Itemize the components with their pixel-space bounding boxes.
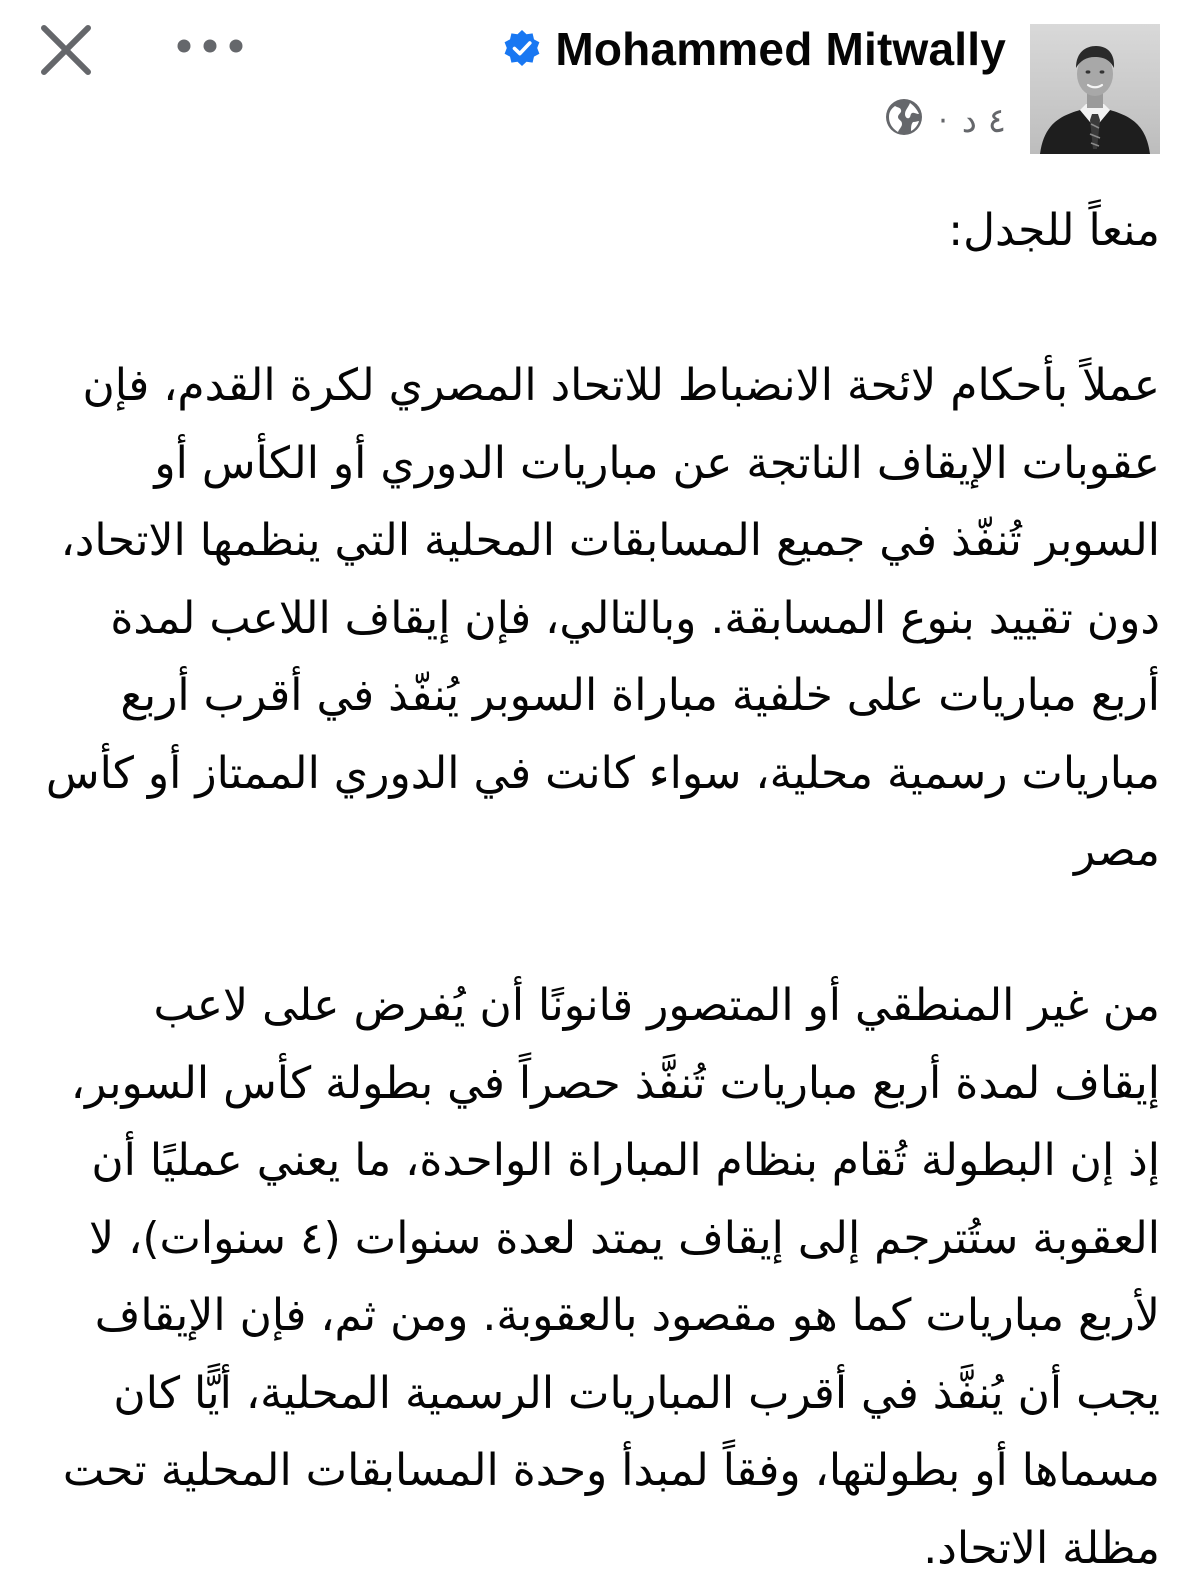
paragraph-spacer: [36, 890, 1160, 968]
avatar[interactable]: [1030, 24, 1160, 154]
post-paragraph-1: عملاً بأحكام لائحة الانضباط للاتحاد المصري لكرة القدم، فإن عقوبات الإيقاف الناتجة عن مباريات الدوري أو الكأس أو السوبر تُنفّذ في جميع المسابقات المحلية التي ينظمها الاتحاد، دون تقييد بنوع المسابقة. وبالتالي، فإن إيقاف اللاعب لمدة أربع مباريات على خلفية مباراة السوبر يُنفّذ في أقرب أربع مباريات رسمية محلية، سواء كانت في الدوري الممتاز أو كأس مصر: [31, 360, 1160, 876]
globe-icon[interactable]: [884, 97, 924, 146]
close-icon: [36, 20, 96, 80]
close-button[interactable]: [28, 12, 104, 88]
post-text: [31, 192, 1160, 1587]
author-header: [501, 14, 1006, 84]
more-horizontal-icon: [177, 39, 243, 53]
more-options-button[interactable]: [168, 22, 252, 70]
verified-badge-icon: [501, 28, 543, 70]
post-paragraph-2: من غير المنطقي أو المتصور قانونًا أن يُفرض على لاعب إيقاف لمدة أربع مباريات تُنفَّذ حصراً في بطولة كأس السوبر، إذ إن البطولة تُقام بنظام المباراة الواحدة، ما يعني عمليًا أن العقوبة ستُترجم إلى إيقاف يمتد لعدة سنوات (٤ سنوات)، لا لأربع مباريات كما هو مقصود بالعقوبة. ومن ثم، فإن الإيقاف يجب أن يُنفَّذ في أقرب المباريات الرسمية المحلية، أيًّا كان مسماها أو بطولتها، وفقاً لمبدأ وحدة المسابقات المحلية تحت مظلة الاتحاد.: [48, 980, 1160, 1574]
post-timestamp[interactable]: ٤ د: [961, 101, 1006, 141]
author-name[interactable]: Mohammed Mitwally: [555, 23, 1006, 75]
meta-separator: ·: [938, 103, 948, 139]
post-meta: [884, 98, 1006, 144]
post-intro: منعاً للجدل:: [948, 205, 1160, 256]
paragraph-spacer: [36, 270, 1160, 348]
